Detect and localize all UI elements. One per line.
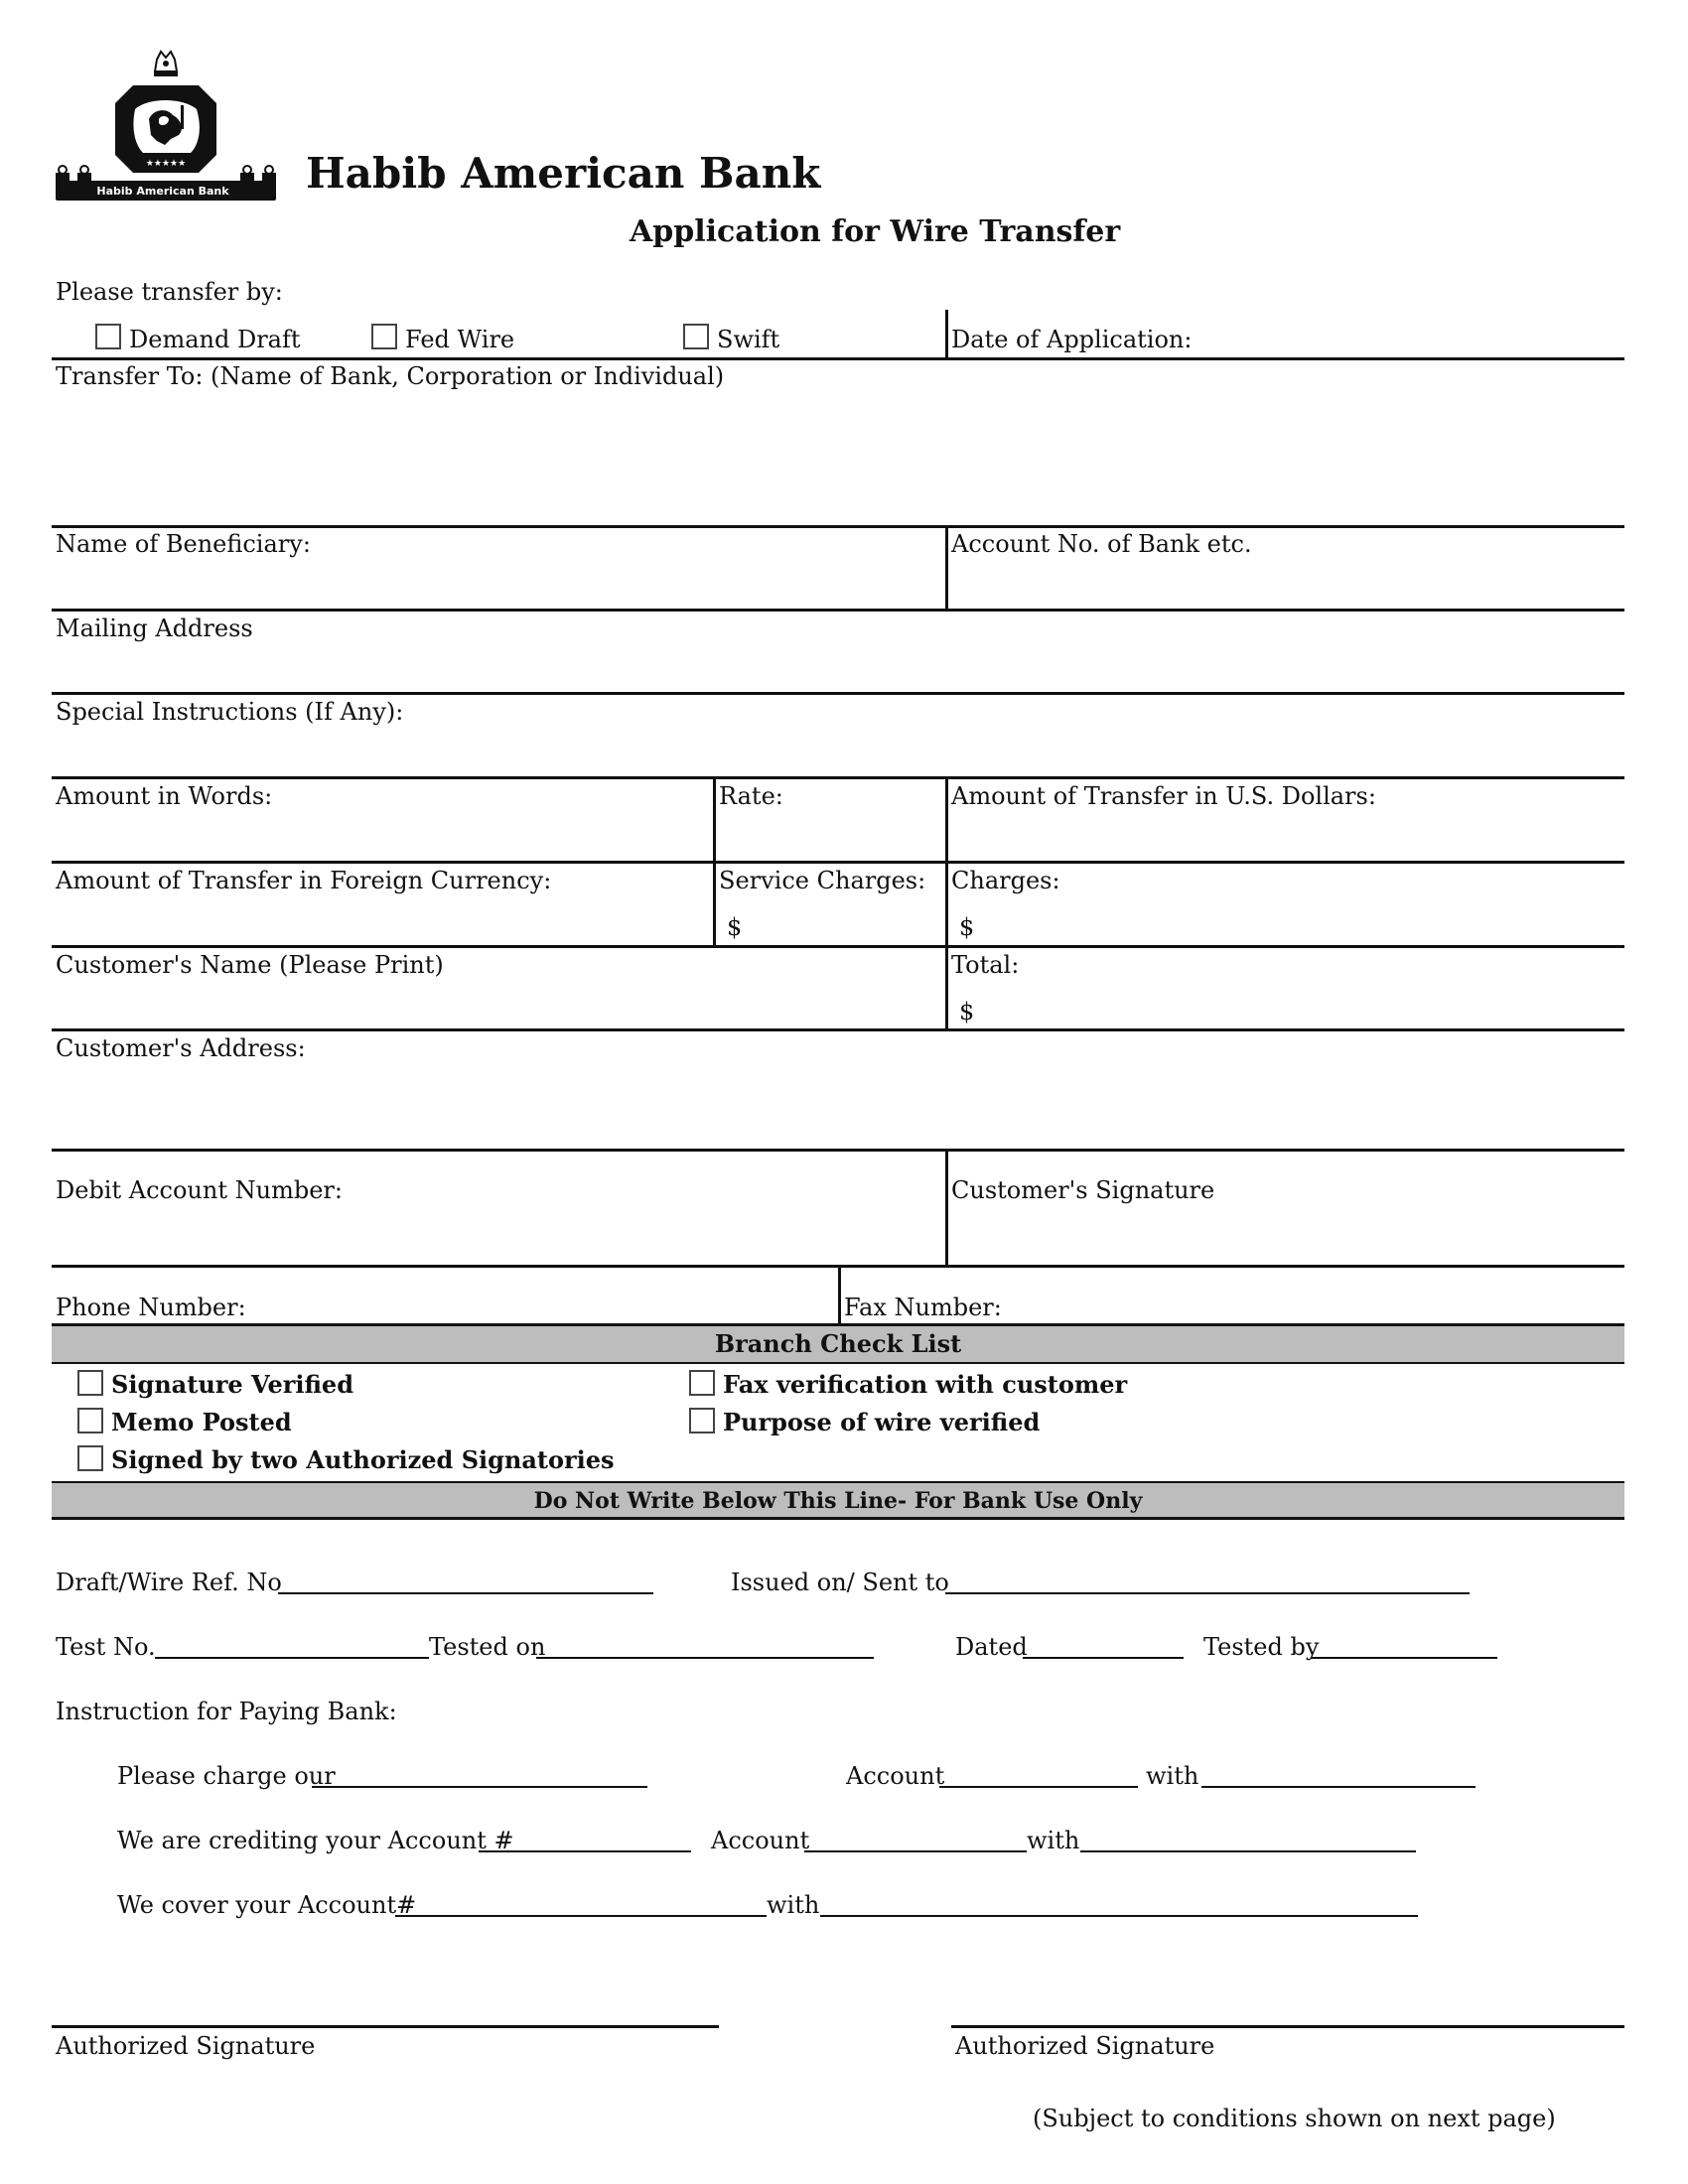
cover-label: We cover your Account#	[117, 1891, 417, 1919]
swift-label: Swift	[717, 326, 780, 353]
memo-posted-checkbox[interactable]	[77, 1408, 103, 1433]
customer-address-field[interactable]: Customer's Address:	[56, 1034, 306, 1062]
auth-signature-left-line[interactable]	[52, 2025, 719, 2028]
ref-no-label: Draft/Wire Ref. No	[56, 1569, 282, 1596]
divider	[52, 1149, 1624, 1152]
charge-with-label: with	[1146, 1762, 1199, 1790]
crediting-account-input[interactable]	[804, 1829, 1027, 1852]
issued-on-input[interactable]	[945, 1570, 1470, 1594]
test-no-label: Test No.	[56, 1633, 156, 1661]
bank-name: Habib American Bank	[306, 149, 821, 198]
amount-usd-field[interactable]: Amount of Transfer in U.S. Dollars:	[951, 782, 1376, 810]
divider	[945, 776, 948, 1030]
crown-icon	[154, 52, 178, 76]
divider	[52, 776, 1624, 779]
crediting-account-label: Account	[711, 1827, 810, 1854]
charge-our-input[interactable]	[312, 1764, 647, 1788]
divider	[52, 525, 1624, 528]
cover-input[interactable]	[395, 1893, 767, 1917]
divider	[52, 357, 1624, 360]
instruction-label: Instruction for Paying Bank:	[56, 1698, 397, 1725]
total-dollar: $	[959, 998, 975, 1025]
phone-number-field[interactable]: Phone Number:	[56, 1294, 246, 1321]
charge-with-input[interactable]	[1201, 1764, 1476, 1788]
amount-words-field[interactable]: Amount in Words:	[56, 782, 273, 810]
divider	[945, 1149, 948, 1266]
signature-verified-checkbox[interactable]	[77, 1370, 103, 1396]
crediting-with-label: with	[1027, 1827, 1080, 1854]
charge-account-label: Account	[846, 1762, 945, 1790]
divider	[52, 1028, 1624, 1031]
transfer-to-field[interactable]: Transfer To: (Name of Bank, Corporation or Individual)	[56, 362, 725, 390]
test-no-input[interactable]	[155, 1635, 429, 1659]
lion-badge-icon	[115, 85, 216, 173]
divider	[945, 310, 948, 359]
form-title: Application for Wire Transfer	[630, 214, 1121, 249]
two-signatories-label: Signed by two Authorized Signatories	[111, 1445, 615, 1474]
fax-verification-checkbox[interactable]	[689, 1370, 715, 1396]
dated-label: Dated	[955, 1633, 1028, 1661]
amount-foreign-field[interactable]: Amount of Transfer in Foreign Currency:	[56, 867, 552, 894]
bank-use-banner: Do Not Write Below This Line- For Bank Use Only	[533, 1488, 1143, 1514]
tested-by-label: Tested by	[1203, 1633, 1320, 1661]
date-of-application-label[interactable]: Date of Application:	[951, 326, 1193, 353]
svg-text:★★★★★: ★★★★★	[145, 159, 187, 169]
signature-verified-label: Signature Verified	[111, 1370, 353, 1399]
service-charges-dollar: $	[727, 913, 743, 941]
auth-signature-left-label: Authorized Signature	[56, 2032, 316, 2060]
demand-draft-checkbox[interactable]	[95, 324, 121, 349]
fax-number-field[interactable]: Fax Number:	[844, 1294, 1002, 1321]
charges-dollar: $	[959, 913, 975, 941]
special-instructions-field[interactable]: Special Instructions (If Any):	[56, 698, 404, 726]
cover-with-input[interactable]	[820, 1893, 1418, 1917]
fax-verification-label: Fax verification with customer	[723, 1370, 1128, 1399]
issued-on-label: Issued on/ Sent to	[731, 1569, 949, 1596]
swift-checkbox[interactable]	[683, 324, 709, 349]
divider	[52, 1517, 1624, 1520]
ref-no-input[interactable]	[278, 1570, 653, 1594]
demand-draft-label: Demand Draft	[129, 326, 301, 353]
total-field[interactable]: Total:	[951, 951, 1020, 979]
service-charges-field[interactable]: Service Charges:	[719, 867, 926, 894]
divider	[945, 525, 948, 611]
transfer-by-prompt: Please transfer by:	[56, 278, 283, 306]
fed-wire-checkbox[interactable]	[371, 324, 397, 349]
charge-our-label: Please charge our	[117, 1762, 336, 1790]
dated-input[interactable]	[1023, 1635, 1184, 1659]
purpose-verified-label: Purpose of wire verified	[723, 1408, 1041, 1436]
rate-field[interactable]: Rate:	[719, 782, 783, 810]
tested-on-label: Tested on	[429, 1633, 546, 1661]
customer-signature-field[interactable]: Customer's Signature	[951, 1176, 1215, 1204]
account-no-field[interactable]: Account No. of Bank etc.	[951, 530, 1252, 558]
divider	[52, 609, 1624, 612]
debit-account-field[interactable]: Debit Account Number:	[56, 1176, 343, 1204]
two-signatories-checkbox[interactable]	[77, 1445, 103, 1471]
tested-by-input[interactable]	[1311, 1635, 1497, 1659]
mailing-address-field[interactable]: Mailing Address	[56, 614, 253, 642]
beneficiary-name-field[interactable]: Name of Beneficiary:	[56, 530, 311, 558]
divider	[52, 945, 1624, 948]
customer-name-field[interactable]: Customer's Name (Please Print)	[56, 951, 444, 979]
auth-signature-right-label: Authorized Signature	[955, 2032, 1215, 2060]
crediting-with-input[interactable]	[1080, 1829, 1416, 1852]
auth-signature-right-line[interactable]	[951, 2025, 1624, 2028]
divider	[838, 1265, 841, 1324]
divider	[52, 861, 1624, 864]
memo-posted-label: Memo Posted	[111, 1408, 292, 1436]
charge-account-input[interactable]	[939, 1764, 1138, 1788]
footnote: (Subject to conditions shown on next page)	[1033, 2105, 1556, 2132]
crediting-input[interactable]	[479, 1829, 691, 1852]
purpose-verified-checkbox[interactable]	[689, 1408, 715, 1433]
crediting-label: We are crediting your Account #	[117, 1827, 514, 1854]
divider	[52, 1362, 1624, 1364]
logo-text: Habib American Bank	[96, 185, 229, 198]
charges-field[interactable]: Charges:	[951, 867, 1060, 894]
checklist-title: Branch Check List	[714, 1329, 962, 1358]
cover-with-label: with	[767, 1891, 820, 1919]
tested-on-input[interactable]	[536, 1635, 874, 1659]
fed-wire-label: Fed Wire	[405, 326, 515, 353]
divider	[52, 692, 1624, 695]
